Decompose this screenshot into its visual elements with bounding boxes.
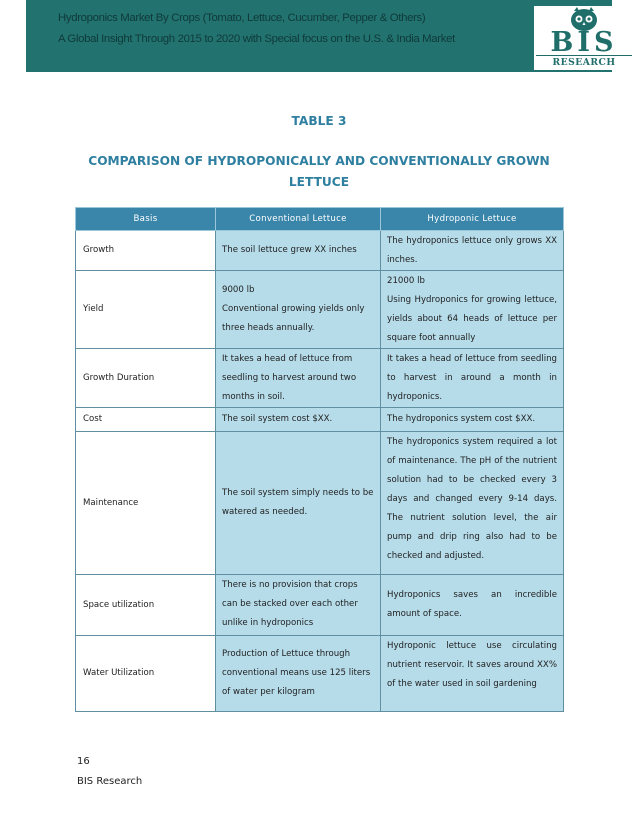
- table-header-row: [76, 208, 564, 231]
- report-subtitle: A Global Insight Through 2015 to 2020 with Special focus on the U.S. & India Market: [58, 33, 455, 45]
- conventional-cell: [216, 271, 381, 349]
- publisher-name: BIS Research: [77, 776, 143, 787]
- hydroponic-cell: The hydroponics system required a lot of maintenance. The pH of the nutrient solution had to be checked every 3 days and changed every 9-14 days. The nutrient solution level, the air pump and drip ring also had to be checked and adjusted.: [381, 432, 564, 575]
- logo-wordmark: BIS: [550, 27, 618, 58]
- hydroponic-cell: The hydroponics system cost $XX.: [381, 408, 564, 432]
- table-row: [76, 271, 564, 349]
- bis-research-logo: [534, 6, 634, 70]
- hydroponic-yield-text: Using Hydroponics for growing lettuce, yields about 64 heads of lettuce per square foot annually: [387, 295, 557, 343]
- column-header-hydroponic: Hydroponic Lettuce: [381, 208, 564, 231]
- hydroponic-yield-value: 21000 lb: [387, 276, 425, 286]
- basis-cell: Space utilization: [76, 575, 216, 636]
- conventional-yield-text: Conventional growing yields only three heads annually.: [222, 304, 365, 333]
- page-number: 16: [77, 756, 90, 767]
- hydroponic-cell: The hydroponics lettuce only grows XX inches.: [381, 231, 564, 271]
- table-row: [76, 432, 564, 575]
- column-header-conventional: Conventional Lettuce: [216, 208, 381, 231]
- conventional-cell: Production of Lettuce through conventional means use 125 liters of water per kilogram: [216, 636, 381, 712]
- header-banner: [26, 0, 618, 72]
- conventional-cell: The soil system simply needs to be watered as needed.: [216, 432, 381, 575]
- basis-cell: Cost: [76, 408, 216, 432]
- report-title: Hydroponics Market By Crops (Tomato, Lettuce, Cucumber, Pepper & Others): [58, 12, 426, 24]
- table-title: COMPARISON OF HYDROPONICALLY AND CONVENTIONALLY GROWN LETTUCE: [88, 154, 550, 189]
- column-header-basis: Basis: [76, 208, 216, 231]
- table-number: TABLE 3: [291, 114, 347, 128]
- logo-subtitle: RESEARCH: [536, 55, 632, 68]
- page-footer: [77, 752, 142, 792]
- conventional-cell: There is no provision that crops can be stacked over each other unlike in hydroponics: [216, 575, 381, 636]
- table-row: [76, 575, 564, 636]
- conventional-cell: It takes a head of lettuce from seedling to harvest around two months in soil.: [216, 349, 381, 408]
- table-row: [76, 231, 564, 271]
- conventional-cell: The soil lettuce grew XX inches: [216, 231, 381, 271]
- basis-cell: Water Utilization: [76, 636, 216, 712]
- basis-cell: Growth: [76, 231, 216, 271]
- basis-cell: Maintenance: [76, 432, 216, 575]
- table-row: [76, 349, 564, 408]
- conventional-cell: The soil system cost $XX.: [216, 408, 381, 432]
- basis-cell: Growth Duration: [76, 349, 216, 408]
- hydroponic-cell: [381, 271, 564, 349]
- hydroponic-cell: Hydroponics saves an incredible amount of space.: [381, 575, 564, 636]
- comparison-table: [75, 207, 564, 712]
- conventional-yield-value: 9000 lb: [222, 285, 255, 295]
- basis-cell: Yield: [76, 271, 216, 349]
- hydroponic-cell: It takes a head of lettuce from seedling to harvest in around a month in hydroponics.: [381, 349, 564, 408]
- table-row: [76, 636, 564, 712]
- table-row: [76, 408, 564, 432]
- hydroponic-cell: Hydroponic lettuce use circulating nutrient reservoir. It saves around XX% of the water used in soil gardening: [381, 636, 564, 712]
